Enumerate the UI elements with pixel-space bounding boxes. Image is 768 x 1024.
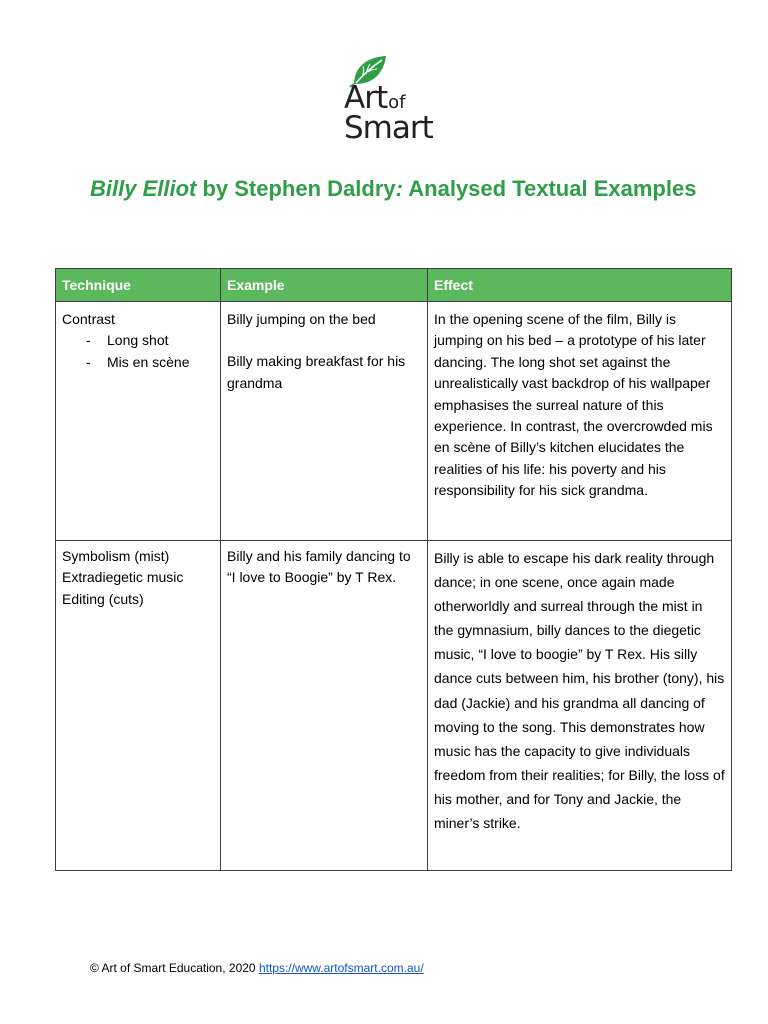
example-text: Billy jumping on the bed (227, 311, 376, 327)
analysis-table (55, 268, 732, 871)
website-link[interactable]: https://www.artofsmart.com.au/ (258, 961, 424, 975)
example-cell (221, 302, 428, 541)
copyright-text: © Art of Smart Education, 2020 (90, 961, 259, 975)
list-item: - Mis en scène (86, 352, 214, 373)
header-example: Example (221, 269, 428, 302)
table-row (56, 541, 732, 871)
technique-sublist (62, 330, 214, 373)
technique-cell (56, 302, 221, 541)
technique-text: Editing (cuts) (62, 590, 144, 607)
effect-cell: Billy is able to escape his dark reality through dance; in one scene, once again made otherworldly and surreal through the mist in the gymnasium, billy dances to the diegetic music, “I love to boogie” by T Rex. His silly dance cuts between him, his brother (tony), his dad (Jackie) and his grandma all dancing of moving to the song. This demonstrates how music has the capacity to give individuals freedom from their realities; for Billy, the loss of his mother, and for Tony and Jackie, the miner’s strike. (428, 541, 732, 871)
logo-wordmark-line2: Smart (344, 110, 433, 146)
technique-text: Contrast (62, 311, 115, 327)
logo-wordmark-line1: Artof (344, 80, 406, 116)
page-title: Billy Elliot by Stephen Daldry: Analysed Textual Examples (90, 176, 697, 201)
header-technique: Technique (56, 269, 221, 302)
list-item: - Long shot (86, 330, 214, 351)
table-row (56, 302, 732, 541)
example-cell: Billy and his family dancing to “I love to Boogie” by T Rex. (221, 541, 428, 871)
technique-cell (56, 541, 221, 871)
footer (90, 961, 424, 975)
art-of-smart-logo (344, 52, 434, 144)
technique-text: Symbolism (mist) (62, 548, 170, 564)
effect-cell: In the opening scene of the film, Billy is jumping on his bed – a prototype of his later dancing. The long shot set against the unrealistically vast backdrop of his wallpaper emphasises the surreal nature of this experience. In contrast, the overcrowded mis en scène of Billy’s kitchen elucidates the realities of his life: his poverty and his responsibility for his sick grandma. (428, 302, 732, 541)
header-effect: Effect (428, 269, 732, 302)
table-header-row (56, 269, 732, 302)
example-text: Billy making breakfast for his grandma (227, 353, 406, 391)
technique-text: Extradiegetic music (62, 569, 184, 586)
